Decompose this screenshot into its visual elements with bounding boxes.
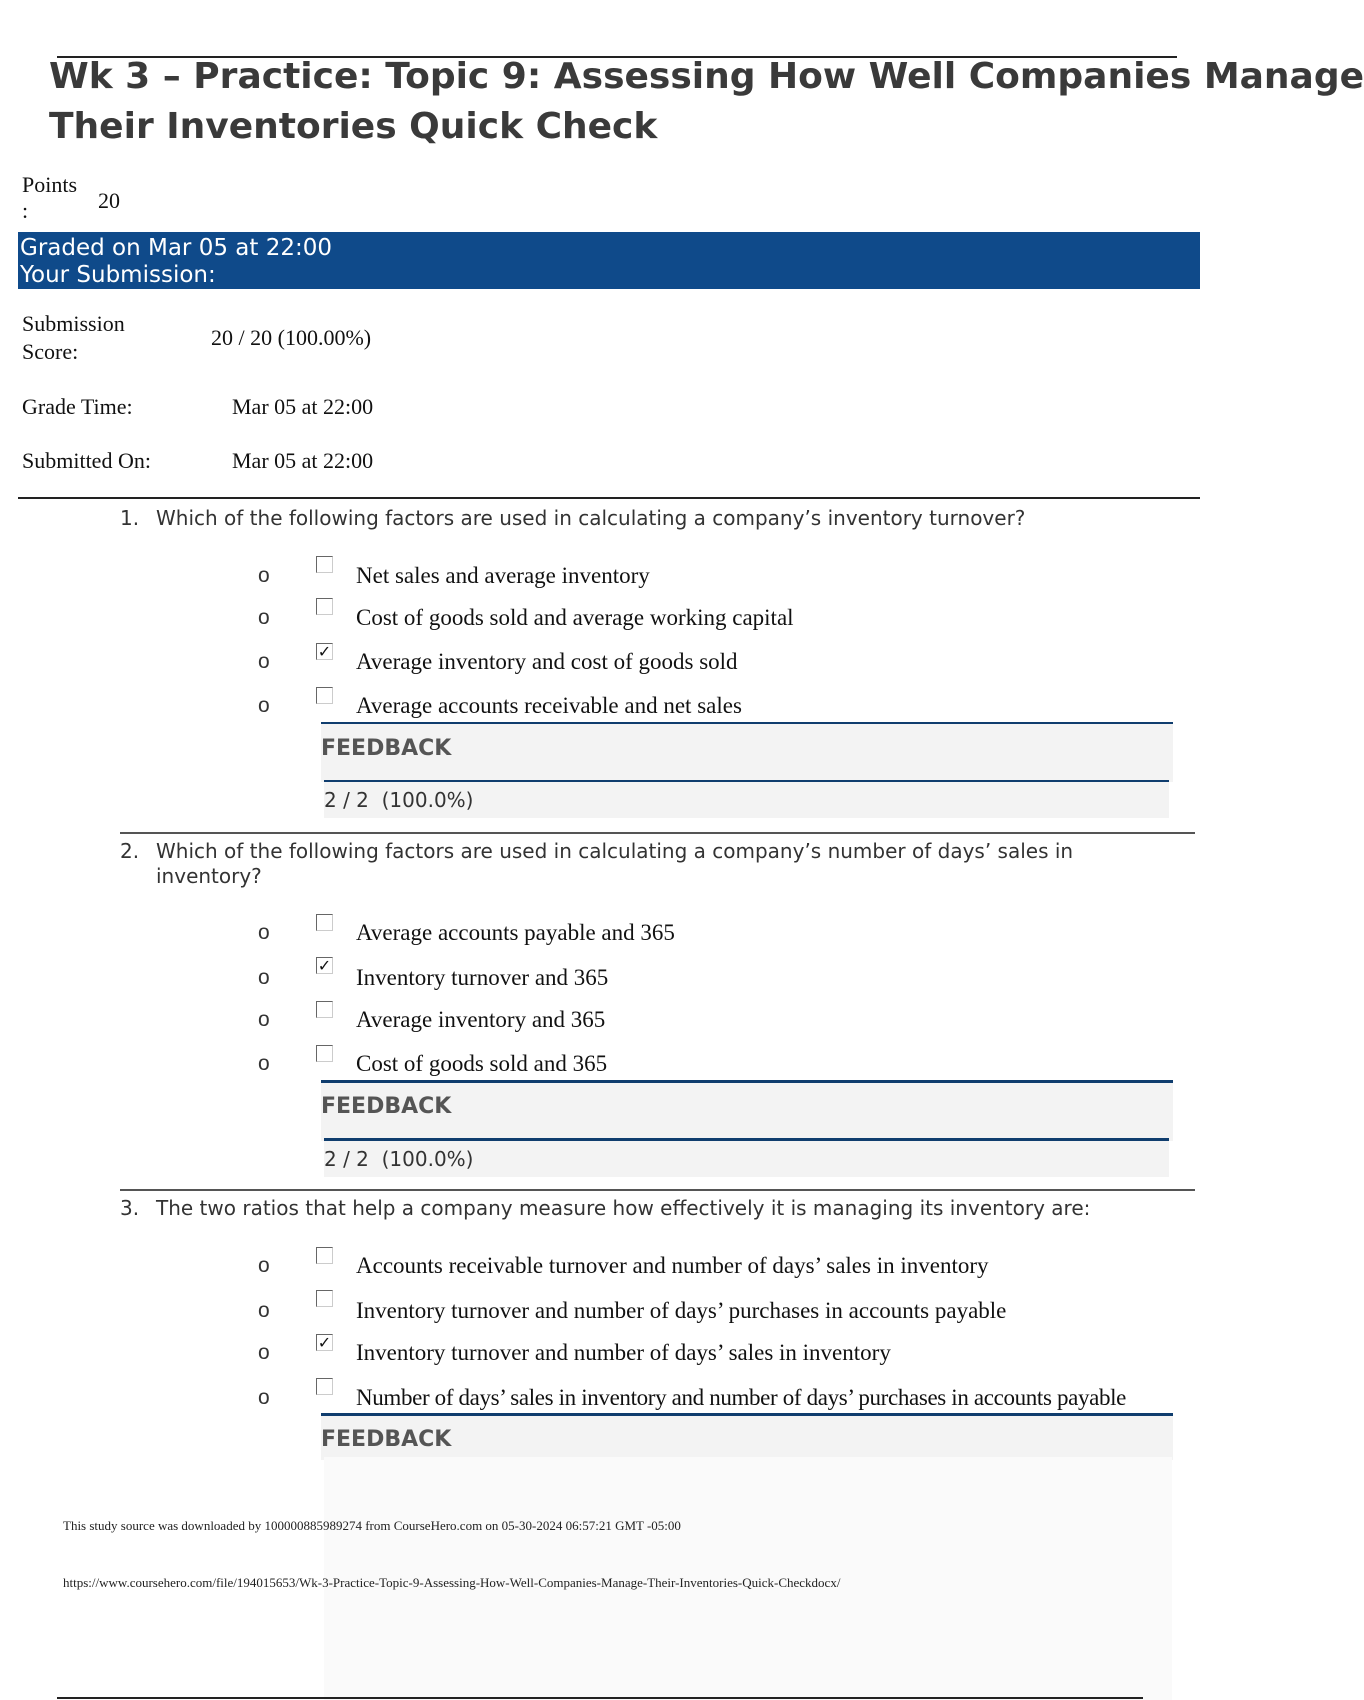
bottom-rule: [57, 1697, 1143, 1699]
question-1-feedback-score-box: [324, 780, 1169, 818]
submission-score-label: [22, 310, 125, 366]
submission-score-value: 20 / 20 (100.00%): [211, 325, 372, 350]
option-bullet: o: [258, 966, 270, 989]
question-1-number: 1.: [120, 506, 140, 530]
option-checkbox[interactable]: [316, 1045, 333, 1062]
option-checkbox-checked[interactable]: ✓: [317, 956, 332, 975]
feedback-label: FEEDBACK: [321, 736, 452, 761]
option-checkbox[interactable]: [316, 1378, 333, 1395]
grade-time-label: Grade Time:: [22, 394, 133, 419]
question-2-feedback-header: [321, 1080, 1173, 1141]
option-bullet: o: [258, 564, 270, 587]
option-label: Cost of goods sold and 365: [356, 1051, 608, 1076]
feedback-label: FEEDBACK: [321, 1427, 452, 1452]
option-checkbox[interactable]: [316, 1001, 333, 1018]
submission-score-label-2: Score:: [22, 339, 79, 364]
question-3-text: The two ratios that help a company measure how effectively it is managing its inventory are:: [156, 1196, 1091, 1220]
your-submission-text: Your Submission:: [20, 262, 216, 288]
question-1-feedback-header: [321, 722, 1173, 782]
question-3-feedback-header: [321, 1413, 1173, 1460]
option-checkbox[interactable]: [316, 556, 333, 573]
page-title: [49, 52, 1364, 152]
option-bullet: o: [258, 1254, 270, 1277]
grade-time-value: Mar 05 at 22:00: [232, 394, 374, 419]
points-label: [22, 172, 77, 224]
option-label: Inventory turnover and number of days’ purchases in accounts payable: [356, 1298, 1007, 1323]
page-title-line-2: Their Inventories Quick Check: [49, 106, 658, 147]
option-bullet: o: [258, 694, 270, 717]
option-label: Accounts receivable turnover and number of days’ sales in inventory: [356, 1253, 989, 1278]
points-label-text: Points: [22, 172, 78, 197]
option-checkbox[interactable]: [316, 1290, 333, 1307]
question-1-text: Which of the following factors are used in calculating a company’s inventory turnover?: [156, 506, 1026, 530]
question-2-number: 2.: [120, 839, 140, 863]
option-bullet: o: [258, 1386, 270, 1409]
option-bullet: o: [258, 1052, 270, 1075]
option-label: Average inventory and cost of goods sold: [356, 649, 738, 674]
option-checkbox[interactable]: [316, 1247, 333, 1264]
feedback-score: 2 / 2 (100.0%): [324, 1147, 474, 1171]
option-bullet: o: [258, 1341, 270, 1364]
submission-score-label-1: Submission: [22, 311, 125, 336]
question-2-feedback-score-box: [324, 1138, 1169, 1177]
option-label: Number of days’ sales in inventory and number of days’ purchases in accounts payable: [356, 1385, 1127, 1410]
question-2-text: Which of the following factors are used in calculating a company’s number of days’ sales in inventory?: [156, 839, 1074, 888]
option-label: Inventory turnover and 365: [356, 965, 609, 990]
question-3-number: 3.: [120, 1196, 140, 1220]
option-checkbox-checked[interactable]: ✓: [317, 1333, 332, 1352]
option-bullet: o: [258, 650, 270, 673]
page-title-line-1: Wk 3 – Practice: Topic 9: Assessing How Well Companies Manage: [49, 56, 1364, 97]
option-bullet: o: [258, 921, 270, 944]
points-label-colon: :: [22, 198, 29, 223]
option-label: Average accounts payable and 365: [356, 920, 675, 945]
feedback-label: FEEDBACK: [321, 1094, 452, 1119]
question-1-divider: [120, 832, 1195, 834]
option-label: Inventory turnover and number of days’ sales in inventory: [356, 1340, 891, 1365]
summary-divider: [18, 497, 1200, 499]
submitted-on-label: Submitted On:: [22, 448, 151, 473]
submitted-on-value: Mar 05 at 22:00: [232, 448, 374, 473]
feedback-score: 2 / 2 (100.0%): [324, 788, 474, 812]
option-checkbox[interactable]: [316, 914, 333, 931]
option-label: Net sales and average inventory: [356, 563, 650, 588]
option-label: Average inventory and 365: [356, 1007, 606, 1032]
question-2-divider: [120, 1189, 1195, 1191]
option-bullet: o: [258, 1299, 270, 1322]
option-checkbox[interactable]: [316, 598, 333, 615]
footer-url-text: https://www.coursehero.com/file/194015653/Wk-3-Practice-Topic-9-Assessing-How-Well-Companies-Manage-Their-Inventories-Quick-Checkdocx/: [63, 1575, 841, 1590]
graded-banner: [18, 232, 1200, 289]
option-label: Average accounts receivable and net sales: [356, 693, 742, 718]
option-bullet: o: [258, 1008, 270, 1031]
points-value: 20: [98, 188, 120, 213]
option-checkbox-checked[interactable]: ✓: [317, 642, 332, 661]
footer-source-text: This study source was downloaded by 100000885989274 from CourseHero.com on 05-30-2024 06:57:21 GMT -05:00: [63, 1518, 681, 1533]
option-label: Cost of goods sold and average working capital: [356, 605, 794, 630]
option-bullet: o: [258, 606, 270, 629]
graded-on-text: Graded on Mar 05 at 22:00: [20, 235, 332, 261]
option-checkbox[interactable]: [316, 687, 333, 704]
